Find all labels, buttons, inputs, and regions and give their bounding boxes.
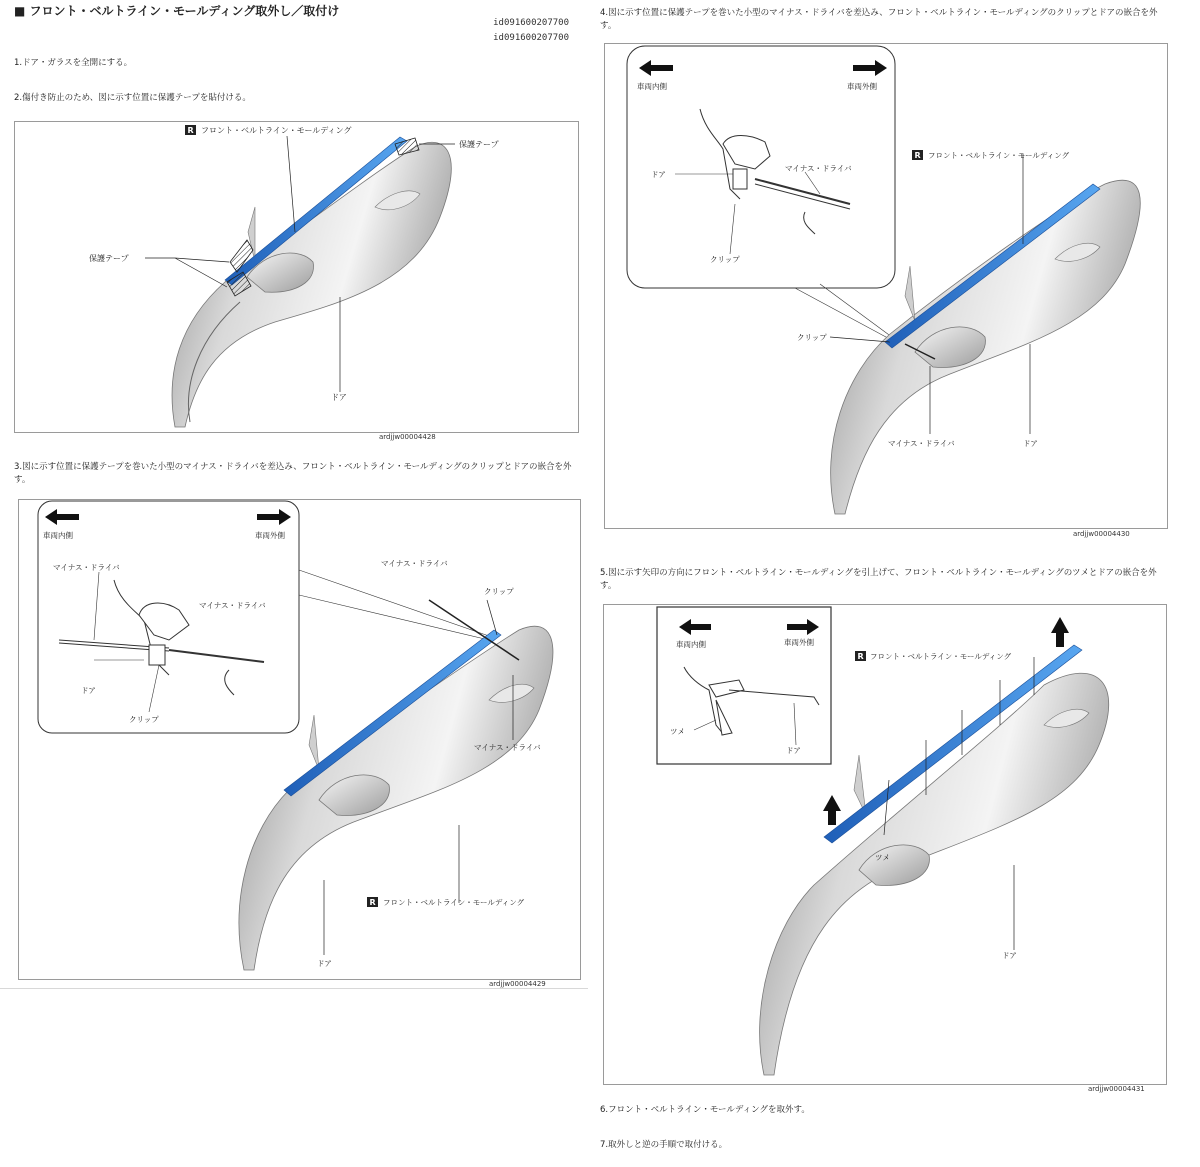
clip-label: クリップ <box>129 715 159 724</box>
door-illustration <box>19 500 580 979</box>
r-badge-text: R <box>187 126 194 135</box>
claw-label: ツメ <box>670 727 685 736</box>
figure-claw-release <box>603 604 1167 1085</box>
door-label: ドア <box>1023 439 1038 448</box>
driver-label: マイナス・ドライバ <box>199 601 266 610</box>
figure-caption: ardjjw00004429 <box>489 980 546 988</box>
inner-label: 車両内側 <box>43 531 73 540</box>
step-2: 2.傷付き防止のため、図に示す位置に保護テープを貼付ける。 <box>14 93 251 103</box>
step-7: 7.取外しと逆の手順で取付ける。 <box>600 1140 728 1150</box>
driver-label: マイナス・ドライバ <box>474 743 541 752</box>
door-label: ドア <box>651 170 666 179</box>
claw-label: ツメ <box>875 853 890 862</box>
document-id: id091600207700 <box>493 33 569 43</box>
divider <box>0 988 588 989</box>
figure-clip-release-left <box>18 499 581 980</box>
tape-label: 保護テープ <box>459 140 499 149</box>
clip-label: クリップ <box>797 333 827 342</box>
page-title: ■ フロント・ベルトライン・モールディング取外し／取付け <box>14 4 340 18</box>
door-label: ドア <box>1002 951 1017 960</box>
inner-label: 車両内側 <box>637 82 667 91</box>
tape-label: 保護テープ <box>89 254 129 263</box>
figure-caption: ardjjw00004431 <box>1088 1085 1145 1093</box>
door-label: ドア <box>331 393 347 402</box>
clip-label: クリップ <box>484 587 514 596</box>
figure-caption: ardjjw00004430 <box>1073 530 1130 538</box>
r-badge-text: R <box>369 898 376 907</box>
step-6: 6.フロント・ベルトライン・モールディングを取外す。 <box>600 1105 810 1115</box>
driver-label: マイナス・ドライバ <box>53 563 120 572</box>
figure-clip-release-right <box>604 43 1168 529</box>
molding-label: フロント・ベルトライン・モールディング <box>383 898 525 907</box>
step-3: 3.図に示す位置に保護テープを巻いた小型のマイナス・ドライバを差込み、フロント・ベルトライン・モールディングのクリップとドアの嵌合を外す。 <box>14 462 572 485</box>
r-badge-text: R <box>857 652 864 661</box>
driver-label: マイナス・ドライバ <box>381 559 448 568</box>
door-label: ドア <box>786 746 801 755</box>
step-5: 5.図に示す矢印の方向にフロント・ベルトライン・モールディングを引上げて、フロント・ベルトライン・モールディングのツメとドアの嵌合を外す。 <box>600 568 1157 591</box>
r-badge-text: R <box>914 151 921 160</box>
outer-label: 車両外側 <box>784 638 814 647</box>
clip-label: クリップ <box>710 255 740 264</box>
figure-caption: ardjjw00004428 <box>379 433 436 441</box>
door-illustration <box>604 605 1166 1084</box>
molding-label: フロント・ベルトライン・モールディング <box>928 151 1070 160</box>
step-4: 4.図に示す位置に保護テープを巻いた小型のマイナス・ドライバを差込み、フロント・ベルトライン・モールディングのクリップとドアの嵌合を外す。 <box>600 8 1158 31</box>
door-label: ドア <box>81 686 96 695</box>
driver-label: マイナス・ドライバ <box>888 439 955 448</box>
document-id: id091600207700 <box>493 18 569 28</box>
molding-label: フロント・ベルトライン・モールディング <box>201 126 352 135</box>
step-1: 1.ドア・ガラスを全開にする。 <box>14 58 133 68</box>
inner-label: 車両内側 <box>676 640 706 649</box>
molding-label: フロント・ベルトライン・モールディング <box>870 652 1012 661</box>
door-illustration <box>15 122 578 432</box>
figure-protective-tape <box>14 121 579 433</box>
driver-label: マイナス・ドライバ <box>785 164 852 173</box>
door-illustration <box>605 44 1167 528</box>
outer-label: 車両外側 <box>847 82 877 91</box>
outer-label: 車両外側 <box>255 531 285 540</box>
door-label: ドア <box>317 959 332 968</box>
